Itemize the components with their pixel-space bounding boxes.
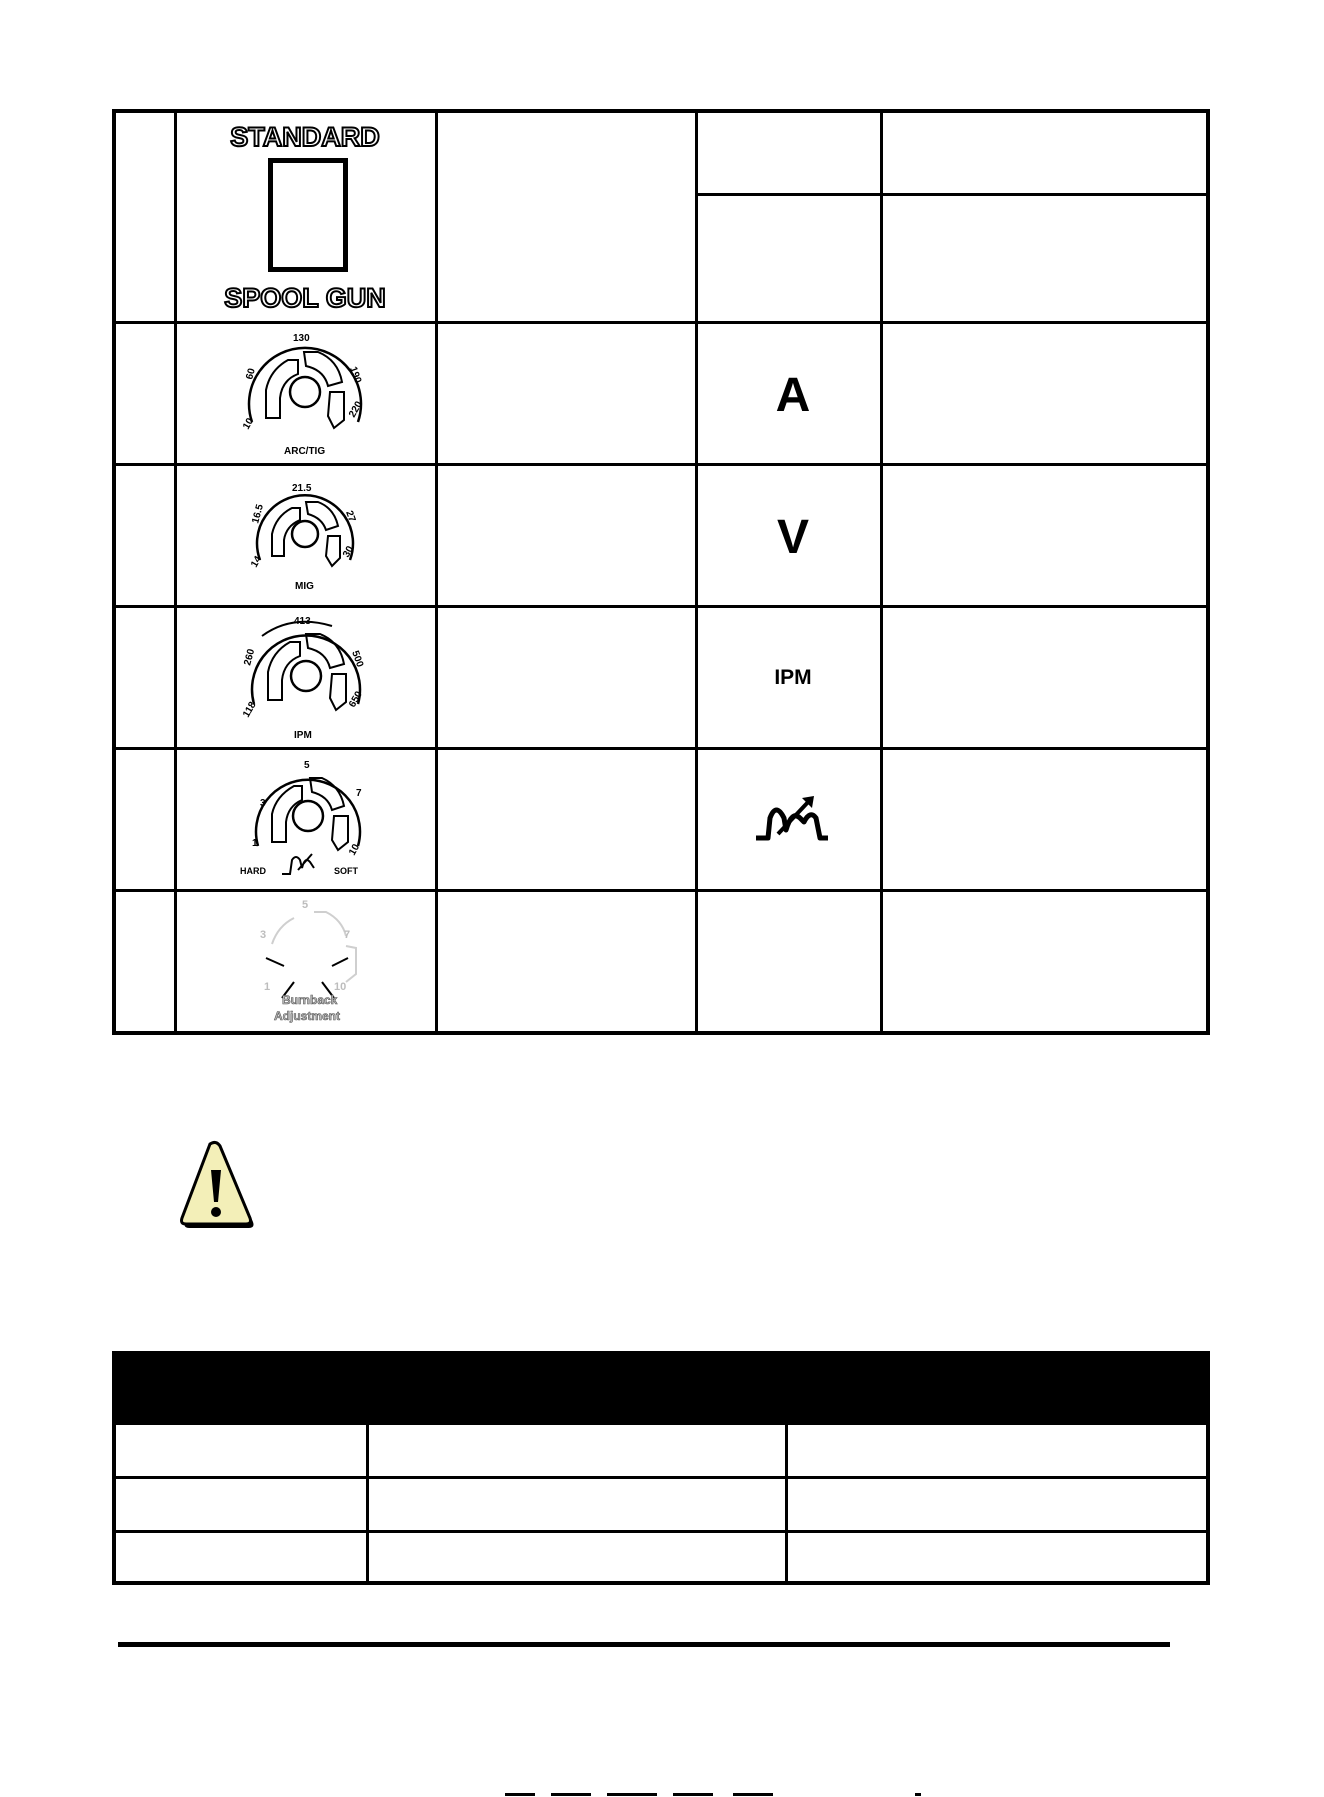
mig-mark: 16.5 <box>250 503 266 525</box>
arc-tig-dial[interactable] <box>230 330 380 460</box>
inductance-soft-label: SOFT <box>334 866 358 876</box>
inductance-mark: 7 <box>356 788 362 799</box>
arc-tig-mark: 220 <box>347 399 365 420</box>
ipm-mark: 260 <box>242 647 258 667</box>
selector-switch[interactable] <box>268 158 348 272</box>
standard-label: STANDARD <box>230 122 380 152</box>
col-divider-3 <box>695 113 698 1031</box>
arc-tig-mark: 10 <box>241 416 257 432</box>
settings-table <box>112 1351 1210 1585</box>
row-divider-4 <box>116 747 1206 750</box>
burnback-name-line1: Burnback <box>282 993 338 1007</box>
settings-col-divider-2 <box>785 1421 788 1581</box>
ipm-dial[interactable] <box>232 612 380 742</box>
amps-symbol: A <box>775 369 811 422</box>
inductance-arc-icon <box>752 788 832 844</box>
ipm-name: IPM <box>294 730 312 741</box>
burnback-name-line2: Adjustment <box>274 1009 340 1023</box>
col-divider-2 <box>435 113 438 1031</box>
settings-table-header <box>116 1355 1206 1425</box>
arc-tig-mark: 130 <box>293 333 310 344</box>
arc-tig-mark: 190 <box>347 365 364 385</box>
burnback-mark: 1 <box>264 981 271 993</box>
footer-rule <box>118 1642 1170 1647</box>
ipm-mark: 650 <box>347 689 365 710</box>
row-divider-5 <box>116 889 1206 892</box>
warning-triangle-icon <box>178 1140 254 1230</box>
mig-mark: 30 <box>341 544 357 560</box>
ipm-mark: 500 <box>349 649 366 669</box>
ipm-symbol: IPM <box>774 666 812 689</box>
footer-artifact <box>505 1793 925 1797</box>
inductance-mark: 1 <box>252 838 258 849</box>
spool-gun-label: SPOOL GUN <box>224 283 386 313</box>
row-divider-2 <box>116 463 1206 466</box>
row-divider-3 <box>116 605 1206 608</box>
volts-symbol: V <box>776 511 809 564</box>
inductance-mini-icon <box>282 854 314 874</box>
row-divider-1 <box>116 321 1206 324</box>
col-divider-1 <box>174 113 177 1031</box>
settings-row-divider-2 <box>116 1530 1206 1533</box>
ipm-mark: 413 <box>294 616 311 627</box>
burnback-mark: 7 <box>344 929 351 941</box>
settings-col-divider-1 <box>366 1421 369 1581</box>
burnback-mark: 3 <box>260 929 267 941</box>
ipm-mark: 118 <box>241 700 259 720</box>
mig-name: MIG <box>295 581 314 592</box>
burnback-mark: 10 <box>334 981 347 993</box>
burnback-mark: 5 <box>302 899 309 911</box>
inductance-dial[interactable] <box>238 756 378 884</box>
mig-mark: 14 <box>249 554 265 570</box>
arc-tig-mark: 60 <box>244 367 258 381</box>
inductance-mark: 10 <box>347 842 363 858</box>
arc-tig-name: ARC/TIG <box>284 446 326 457</box>
inductance-mark: 5 <box>304 760 310 771</box>
inductance-mark: 3 <box>260 798 266 809</box>
mig-dial[interactable] <box>240 478 370 598</box>
burnback-dial[interactable] <box>238 896 378 1026</box>
inductance-hard-label: HARD <box>240 866 266 876</box>
row-subdivider <box>695 193 1206 196</box>
mig-mark: 27 <box>343 509 358 524</box>
mig-mark: 21.5 <box>292 483 312 494</box>
settings-row-divider-1 <box>116 1476 1206 1479</box>
col-divider-4 <box>880 113 883 1031</box>
